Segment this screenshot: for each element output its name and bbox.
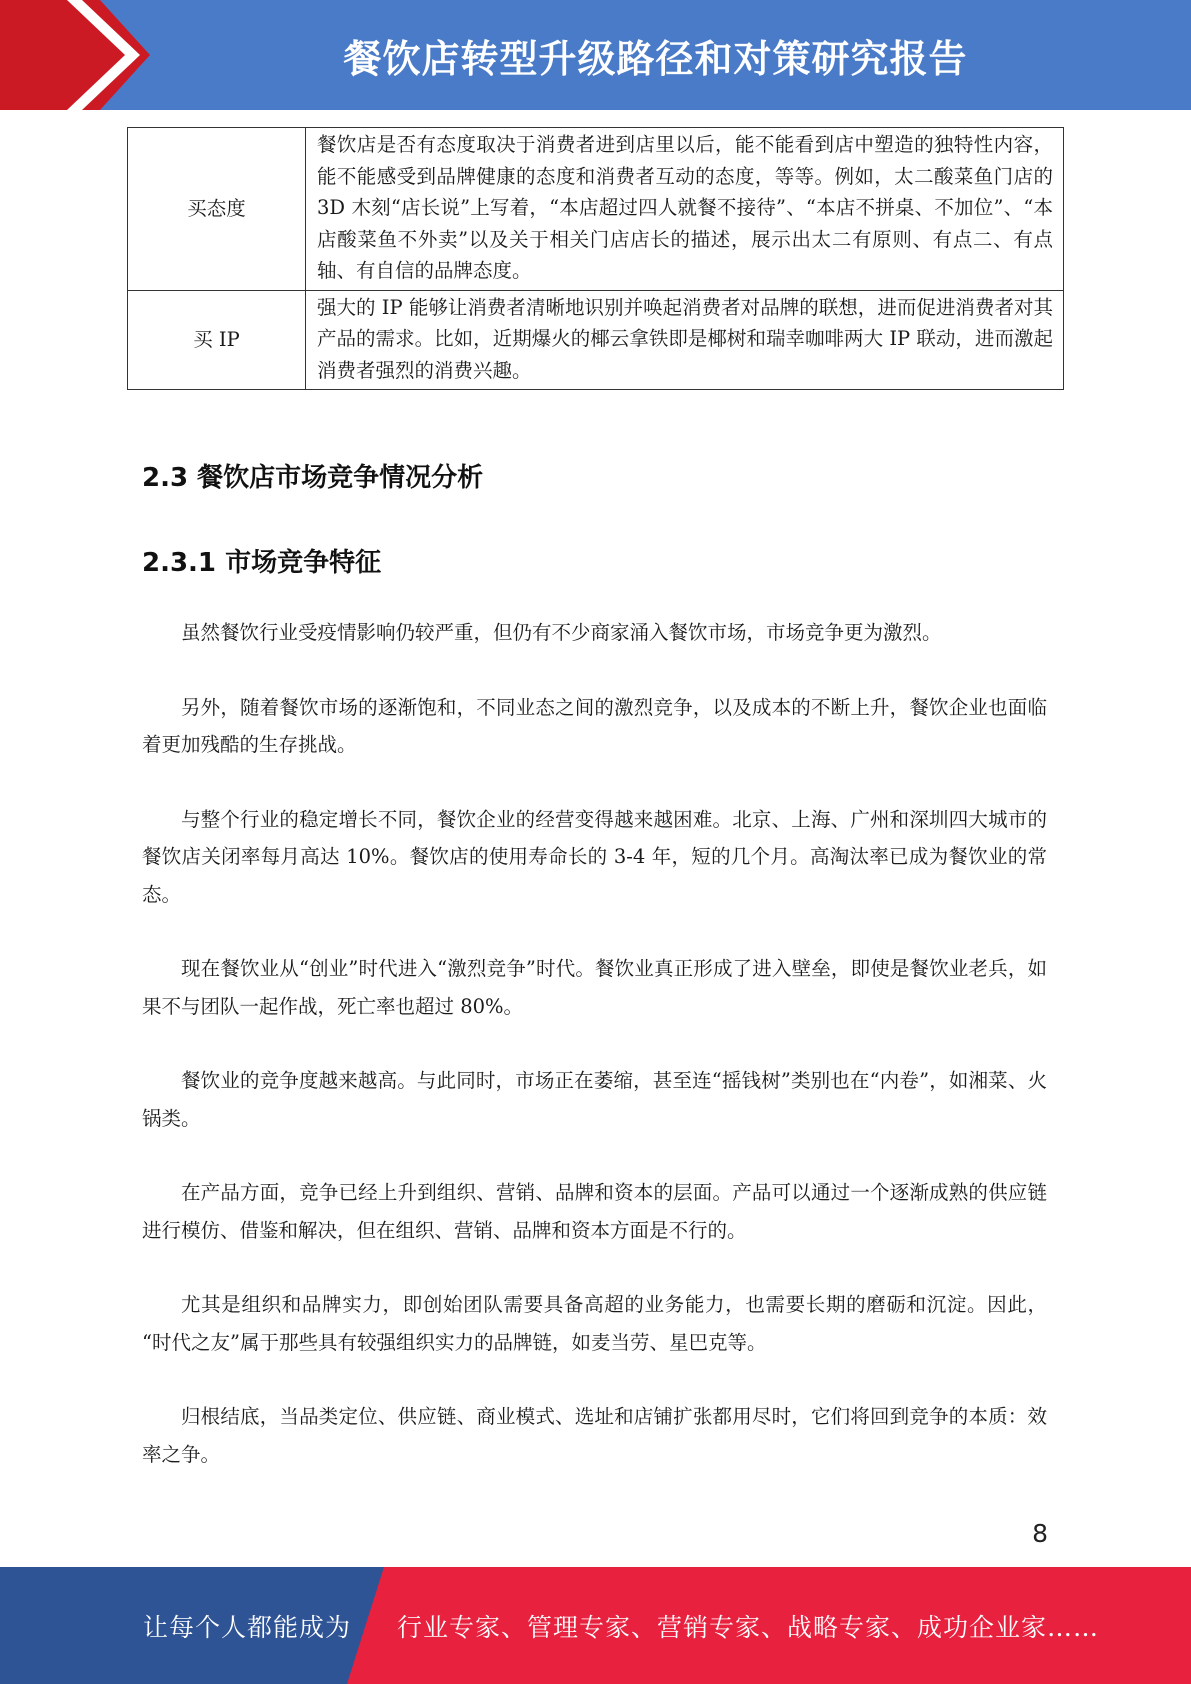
page-header	[0, 0, 1191, 110]
table-row-label: 买态度	[128, 128, 306, 291]
page-footer	[0, 1567, 1191, 1684]
red-chevron-decoration	[0, 0, 160, 110]
report-title: 餐饮店转型升级路径和对策研究报告	[343, 36, 968, 81]
page-number: 8	[1032, 1519, 1048, 1548]
paragraph: 尤其是组织和品牌实力，即创始团队需要具备高超的业务能力，也需要长期的磨砺和沉淀。因此， “时代之友”属于那些具有较强组织实力的品牌链，如麦当劳、星巴克等。	[142, 1293, 1047, 1354]
footer-slogan-right: 行业专家、管理专家、营销专家、战略专家、成功企业家……	[397, 1612, 1100, 1642]
paragraph: 归根结底，当品类定位、供应链、商业模式、选址和店铺扩张都用尽时，它们将回到竞争的本质：效率之争。	[142, 1405, 1047, 1466]
table-row-label: 买 IP	[128, 290, 306, 390]
table-row-content: 餐饮店是否有态度取决于消费者进到店里以后，能不能看到店中塑造的独特性内容，能不能感受到品牌健康的态度和消费者互动的态度，等等。例如，太二酸菜鱼门店的 3D 木刻“店长说”上写着，“本店超过四人就餐不接待”、“本店不拼桌、不加位”、“本店酸菜鱼不外卖”以及关于相关门店店长的描述，展示出太二有原则、有点二、有点轴、有自信的品牌态度。	[306, 128, 1064, 291]
section-heading: 2.3 餐饮店市场竞争情况分析	[142, 463, 484, 493]
paragraph: 餐饮业的竞争度越来越高。与此同时，市场正在萎缩，甚至连“摇钱树”类别也在“内卷”，如湘菜、火锅类。	[142, 1069, 1047, 1130]
table-row	[128, 128, 1064, 291]
table-row	[128, 290, 1064, 390]
paragraph: 虽然餐饮行业受疫情影响仍较严重，但仍有不少商家涌入餐饮市场，市场竞争更为激烈。	[181, 621, 942, 644]
paragraph: 另外，随着餐饮市场的逐渐饱和，不同业态之间的激烈竞争，以及成本的不断上升，餐饮企业也面临着更加残酷的生存挑战。	[142, 695, 1047, 756]
strategy-table	[127, 127, 1064, 390]
subsection-heading: 2.3.1 市场竞争特征	[142, 548, 382, 578]
paragraph: 在产品方面，竞争已经上升到组织、营销、品牌和资本的层面。产品可以通过一个逐渐成熟的供应链进行模仿、借鉴和解决，但在组织、营销、品牌和资本方面是不行的。	[142, 1181, 1047, 1242]
body-text	[142, 614, 1047, 1510]
table-row-content: 强大的 IP 能够让消费者清晰地识别并唤起消费者对品牌的联想，进而促进消费者对其产品的需求。比如，近期爆火的椰云拿铁即是椰树和瑞幸咖啡两大 IP 联动，进而激起消费者强烈的消费兴趣。	[306, 290, 1064, 390]
paragraph: 现在餐饮业从“创业”时代进入“激烈竞争”时代。餐饮业真正形成了进入壁垒，即使是餐饮业老兵，如果不与团队一起作战，死亡率也超过 80%。	[142, 957, 1047, 1018]
paragraph: 与整个行业的稳定增长不同，餐饮企业的经营变得越来越困难。北京、上海、广州和深圳四大城市的餐饮店关闭率每月高达 10%。餐饮店的使用寿命长的 3-4 年，短的几个月。高淘汰率已成为餐饮业的常态。	[142, 807, 1047, 906]
footer-slogan-left: 让每个人都能成为	[143, 1612, 352, 1642]
